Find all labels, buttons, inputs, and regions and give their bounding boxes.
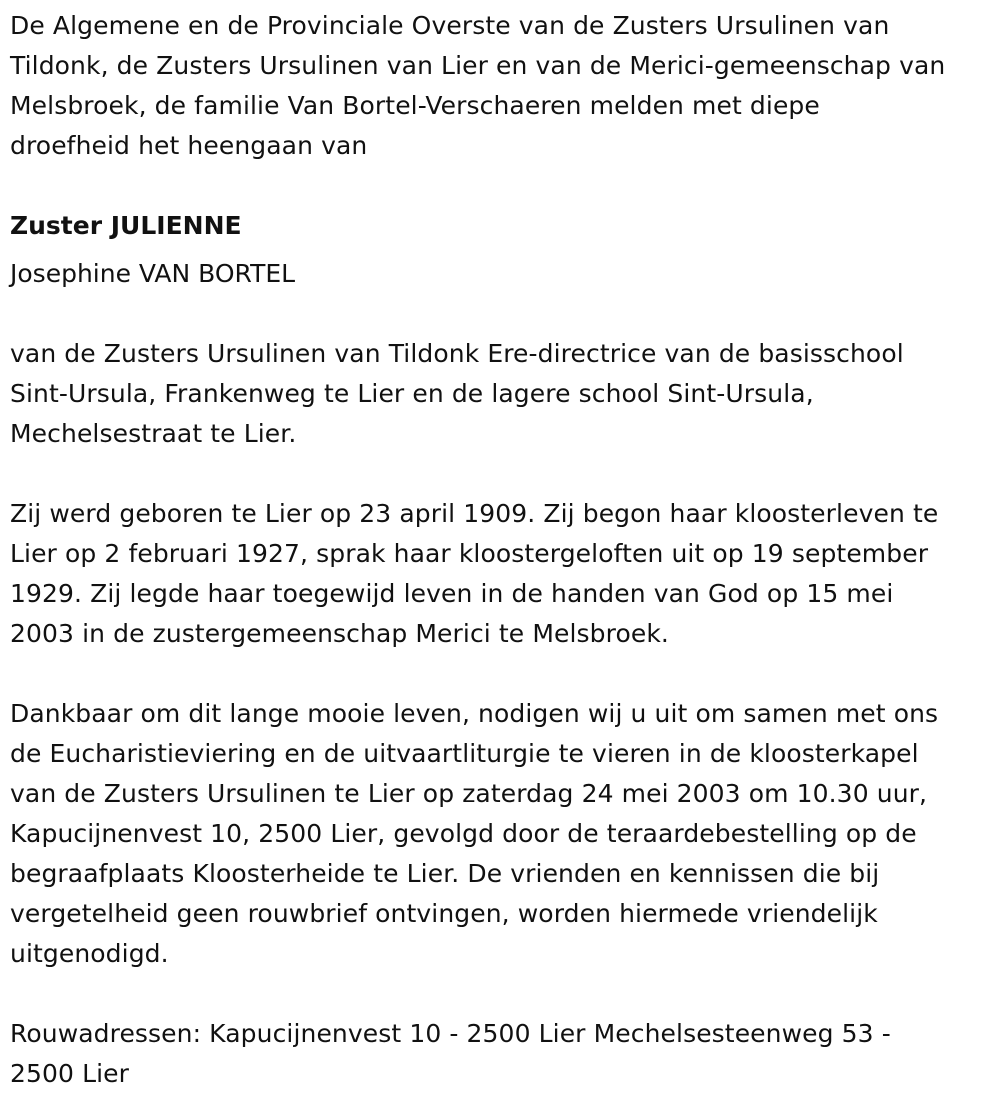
intro-paragraph: De Algemene en de Provinciale Overste van de Zusters Ursulinen van Tildonk, de Zusters Ursulinen van Lier en van de Merici-gemeenschap van Melsbroek, de familie Van Bortel-Verschaeren melden met diepe droefheid het heengaan van <box>10 11 946 160</box>
role-paragraph: van de Zusters Ursulinen van Tildonk Ere-directrice van de basisschool Sint-Ursula, Frankenweg te Lier en de lagere school Sint-Ursula, Mechelsestraat te Lier. <box>10 339 904 448</box>
deceased-title: Zuster JULIENNE <box>10 211 242 240</box>
deceased-civil-name: Josephine VAN BORTEL <box>10 259 296 288</box>
spacer <box>10 654 995 694</box>
biography-paragraph: Zij werd geboren te Lier op 23 april 1909. Zij begon haar kloosterleven te Lier op 2 februari 1927, sprak haar kloostergeloften uit op 19 september 1929. Zij legde haar toegewijd leven in de handen van God op 15 mei 2003 in de zustergemeenschap Merici te Melsbroek. <box>10 499 939 648</box>
spacer <box>10 166 995 206</box>
spacer <box>10 294 995 334</box>
addresses-paragraph: Rouwadressen: Kapucijnenvest 10 - 2500 Lier Mechelsesteenweg 53 - 2500 Lier <box>10 1019 891 1088</box>
ceremony-paragraph: Dankbaar om dit lange mooie leven, nodigen wij u uit om samen met ons de Eucharistieviering en de uitvaartliturgie te vieren in de kloosterkapel van de Zusters Ursulinen te Lier op zaterdag 24 mei 2003 om 10.30 uur, Kapucijnenvest 10, 2500 Lier, gevolgd door de teraardebestelling op de begraafplaats Kloosterheide te Lier. De vrienden en kennissen die bij vergetelheid geen rouwbrief ontvingen, worden hiermede vriendelijk uitgenodigd. <box>10 699 939 968</box>
spacer <box>10 454 995 494</box>
death-notice <box>10 6 995 1094</box>
spacer <box>10 974 995 1014</box>
